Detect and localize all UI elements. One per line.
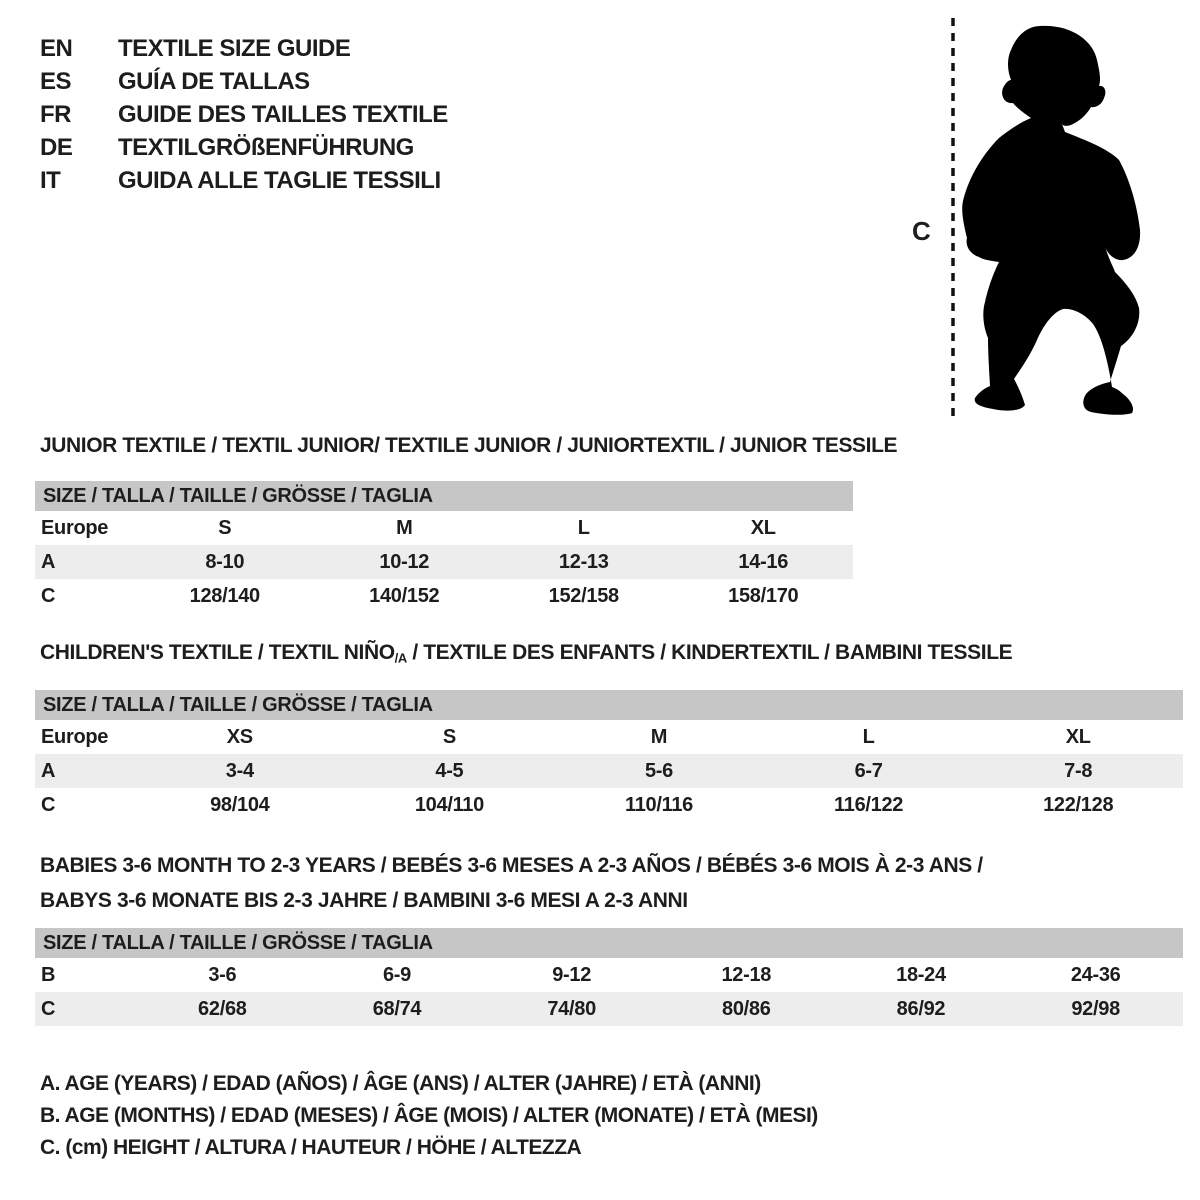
legend-line-a: A. AGE (YEARS) / EDAD (AÑOS) / ÂGE (ANS) / ALTER (JAHRE) / ETÀ (ANNI): [40, 1072, 761, 1095]
region-label: Europe: [41, 725, 109, 748]
legend-line-c: C. (cm) HEIGHT / ALTURA / HAUTEUR / HÖHE / ALTEZZA: [40, 1136, 582, 1159]
size-cell: M: [650, 725, 668, 748]
row-label-c: C: [35, 992, 135, 1026]
children-title-pre: CHILDREN'S TEXTILE / TEXTIL NIÑO: [40, 641, 395, 664]
height-cell: 110/116: [624, 793, 693, 816]
babies-title-line1: BABIES 3-6 MONTH TO 2-3 YEARS / BEBÉS 3-6 MESES A 2-3 AÑOS / BÉBÉS 3-6 MOIS À 2-3 ANS /: [40, 854, 983, 877]
guide-title-fr: GUIDE DES TAILLES TEXTILE: [118, 100, 448, 128]
row-label-b: B: [41, 963, 56, 986]
height-cell: 86/92: [834, 992, 1009, 1026]
babies-title-line2: BABYS 3-6 MONATE BIS 2-3 JAHRE / BAMBINI 3-6 MESI A 2-3 ANNI: [40, 889, 688, 912]
row-label-c: C: [41, 584, 56, 607]
language-code: IT: [40, 166, 61, 194]
junior-size-table: [35, 481, 853, 613]
age-cell: 10-12: [315, 545, 495, 579]
children-section-title: [40, 641, 1012, 666]
size-cell: S: [218, 516, 232, 539]
height-measure-label: C: [912, 216, 931, 246]
height-cell: 68/74: [310, 992, 485, 1026]
height-cell: 128/140: [189, 584, 260, 607]
months-cell: 9-12: [552, 963, 592, 986]
language-title-list: [40, 32, 448, 197]
size-cell: M: [396, 516, 413, 539]
guide-title-en: TEXTILE SIZE GUIDE: [118, 34, 351, 62]
language-row-de: [40, 131, 448, 164]
junior-height-row: [35, 579, 853, 613]
size-cell: L: [862, 725, 875, 748]
language-row-es: [40, 65, 448, 98]
toddler-silhouette-icon: [895, 8, 1160, 428]
height-cell: 140/152: [369, 584, 440, 607]
junior-section-title: JUNIOR TEXTILE / TEXTIL JUNIOR/ TEXTILE JUNIOR / JUNIORTEXTIL / JUNIOR TESSILE: [40, 434, 898, 457]
size-cell: XL: [750, 516, 776, 539]
age-cell: 8-10: [135, 545, 315, 579]
children-age-row: [35, 754, 1183, 788]
height-cell: 80/86: [659, 992, 834, 1026]
babies-section-title: [40, 848, 983, 918]
children-title-subscript: /A: [394, 650, 407, 666]
language-row-en: [40, 32, 448, 65]
row-label-c: C: [41, 793, 56, 816]
age-cell: 3-4: [135, 754, 345, 788]
size-cell: XL: [1065, 725, 1091, 748]
age-cell: 14-16: [674, 545, 854, 579]
months-cell: 6-9: [382, 963, 411, 986]
height-cell: 104/110: [414, 793, 484, 816]
children-height-row: [35, 788, 1183, 822]
language-code: EN: [40, 34, 73, 62]
children-title-post: / TEXTILE DES ENFANTS / KINDERTEXTIL / BAMBINI TESSILE: [406, 641, 1013, 664]
guide-title-es: GUÍA DE TALLAS: [118, 67, 310, 95]
months-cell: 12-18: [721, 963, 772, 986]
babies-months-row: [35, 958, 1183, 992]
junior-region-row: [35, 511, 853, 545]
language-code: FR: [40, 100, 71, 128]
age-cell: 4-5: [345, 754, 555, 788]
height-cell: 92/98: [1008, 992, 1183, 1026]
age-cell: 5-6: [554, 754, 764, 788]
measurement-legend: [40, 1068, 818, 1164]
age-cell: 6-7: [764, 754, 974, 788]
language-code: ES: [40, 67, 72, 95]
babies-height-row: [35, 992, 1183, 1026]
row-label-a: A: [35, 754, 135, 788]
size-cell: S: [442, 725, 456, 748]
size-cell: L: [577, 516, 590, 539]
junior-age-row: [35, 545, 853, 579]
height-cell: 158/170: [728, 584, 799, 607]
region-label: Europe: [41, 516, 109, 539]
size-cell: XS: [226, 725, 253, 748]
language-code: DE: [40, 133, 73, 161]
size-figure: [895, 8, 1160, 428]
toddler-silhouette-path: [962, 26, 1140, 415]
age-cell: 7-8: [973, 754, 1183, 788]
language-row-fr: [40, 98, 448, 131]
height-cell: 62/68: [135, 992, 310, 1026]
guide-title-it: GUIDA ALLE TAGLIE TESSILI: [118, 166, 441, 194]
size-header-cell: SIZE / TALLA / TAILLE / GRÖSSE / TAGLIA: [35, 928, 1183, 958]
height-cell: 116/122: [834, 793, 904, 816]
row-label-a: A: [35, 545, 135, 579]
legend-line-b: B. AGE (MONTHS) / EDAD (MESES) / ÂGE (MOIS) / ALTER (MONATE) / ETÀ (MESI): [40, 1104, 818, 1127]
height-cell: 98/104: [210, 793, 270, 816]
height-cell: 74/80: [484, 992, 659, 1026]
months-cell: 3-6: [208, 963, 237, 986]
children-size-table: [35, 690, 1183, 822]
size-header-cell: SIZE / TALLA / TAILLE / GRÖSSE / TAGLIA: [35, 690, 1183, 720]
height-cell: 122/128: [1043, 793, 1114, 816]
children-region-row: [35, 720, 1183, 754]
guide-title-de: TEXTILGRÖßENFÜHRUNG: [118, 133, 414, 161]
months-cell: 24-36: [1070, 963, 1121, 986]
height-cell: 152/158: [548, 584, 619, 607]
age-cell: 12-13: [494, 545, 674, 579]
months-cell: 18-24: [896, 963, 946, 986]
babies-size-table: [35, 928, 1183, 1026]
size-header-cell: SIZE / TALLA / TAILLE / GRÖSSE / TAGLIA: [35, 481, 853, 511]
language-row-it: [40, 164, 448, 197]
